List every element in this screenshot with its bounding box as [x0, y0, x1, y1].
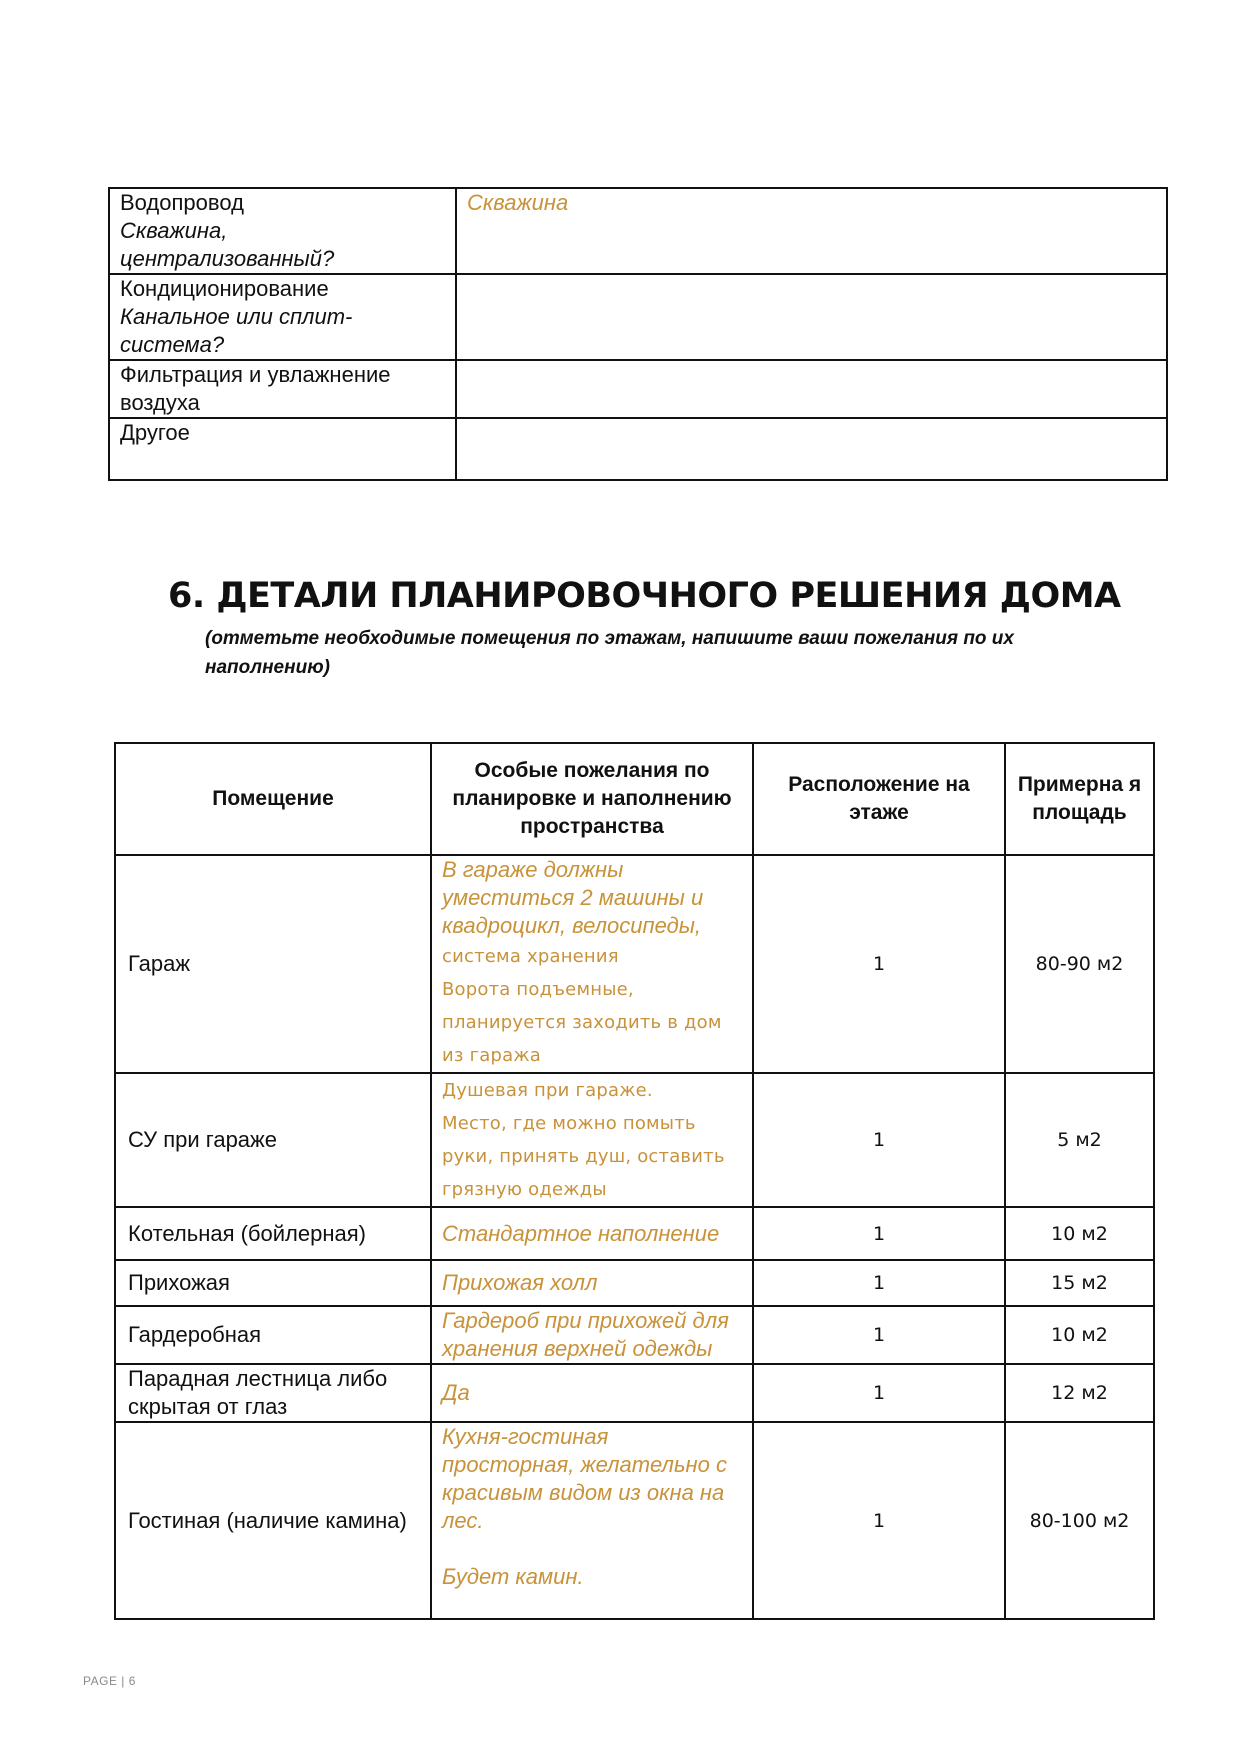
room-name-cell: Парадная лестница либо скрытая от глаз	[115, 1364, 431, 1422]
room-name-cell: Гостиная (наличие камина)	[115, 1422, 431, 1619]
table-row	[115, 1260, 1154, 1306]
column-header-wishes: Особые пожелания по планировке и наполнению пространства	[431, 743, 753, 855]
table-row	[109, 418, 1167, 480]
room-area-cell: 10 м2	[1005, 1306, 1154, 1364]
room-area-cell: 15 м2	[1005, 1260, 1154, 1306]
rooms-table	[114, 742, 1155, 1620]
room-floor-cell: 1	[753, 1364, 1005, 1422]
column-header-floor: Расположение на этаже	[753, 743, 1005, 855]
room-name-cell: Гардеробная	[115, 1306, 431, 1364]
room-floor-cell: 1	[753, 1306, 1005, 1364]
room-floor-cell: 1	[753, 1260, 1005, 1306]
room-floor-cell: 1	[753, 1207, 1005, 1260]
wish-text: Прихожая холл	[442, 1270, 598, 1295]
row-value-cell[interactable]	[456, 418, 1167, 480]
room-name-cell: СУ при гараже	[115, 1073, 431, 1207]
wish-text: система хранения	[442, 946, 619, 967]
room-name-cell: Гараж	[115, 855, 431, 1073]
room-area-cell: 80-90 м2	[1005, 855, 1154, 1073]
wish-text: В гараже должны уместиться 2 машины и квадроцикл, велосипеды,	[442, 857, 704, 938]
room-wishes-cell[interactable]	[431, 1207, 753, 1260]
room-wishes-cell[interactable]	[431, 1422, 753, 1619]
row-value-cell[interactable]	[456, 274, 1167, 360]
wish-text: Кухня-гостиная просторная, желательно с красивым видом из окна на лес.	[442, 1424, 727, 1533]
row-value-cell[interactable]	[456, 360, 1167, 418]
wish-text: Гардероб при прихожей для хранения верхней одежды	[442, 1308, 729, 1361]
table-row	[115, 1073, 1154, 1207]
wish-text: Будет камин.	[442, 1564, 584, 1589]
table-row	[115, 1364, 1154, 1422]
table-row	[115, 1422, 1154, 1619]
row-hint: Канальное или сплит-система?	[120, 304, 353, 357]
row-value: Скважина	[467, 190, 569, 215]
table-row	[109, 274, 1167, 360]
row-label: Водопровод	[120, 190, 244, 215]
room-area-cell: 12 м2	[1005, 1364, 1154, 1422]
row-label: Фильтрация и увлажнение воздуха	[120, 362, 391, 415]
wish-text: Душевая при гараже.	[442, 1080, 653, 1101]
room-floor-cell: 1	[753, 855, 1005, 1073]
wish-text: Ворота подъемные,	[442, 979, 634, 1000]
table-row	[115, 1306, 1154, 1364]
row-label: Кондиционирование	[120, 276, 329, 301]
room-name-cell: Котельная (бойлерная)	[115, 1207, 431, 1260]
room-floor-cell: 1	[753, 1422, 1005, 1619]
rooms-table-body	[115, 855, 1154, 1619]
row-value-cell[interactable]	[456, 188, 1167, 274]
row-label: Другое	[120, 420, 190, 445]
wish-text: Место, где можно помыть	[442, 1113, 696, 1134]
row-hint: Скважина, централизованный?	[120, 218, 335, 271]
room-wishes-cell[interactable]	[431, 855, 753, 1073]
section-heading: 6. ДЕТАЛИ ПЛАНИРОВОЧНОГО РЕШЕНИЯ ДОМА	[168, 576, 1121, 616]
table-header-row	[115, 743, 1154, 855]
wish-text: грязную одежды	[442, 1179, 607, 1200]
row-label-cell	[109, 188, 456, 274]
row-label-cell	[109, 360, 456, 418]
room-wishes-cell[interactable]	[431, 1306, 753, 1364]
table-row	[115, 1207, 1154, 1260]
room-wishes-cell[interactable]	[431, 1073, 753, 1207]
room-wishes-cell[interactable]	[431, 1364, 753, 1422]
column-header-area: Примерна я площадь	[1005, 743, 1154, 855]
room-area-cell: 80-100 м2	[1005, 1422, 1154, 1619]
wish-text: руки, принять душ, оставить	[442, 1146, 725, 1167]
row-label-cell	[109, 274, 456, 360]
section-subtitle: (отметьте необходимые помещения по этажам, напишите ваши пожелания по их наполнению)	[205, 628, 1014, 678]
room-area-cell: 5 м2	[1005, 1073, 1154, 1207]
table-row	[115, 855, 1154, 1073]
wish-text: из гаража	[442, 1045, 541, 1066]
room-floor-cell: 1	[753, 1073, 1005, 1207]
utilities-table	[108, 187, 1168, 481]
room-wishes-cell[interactable]	[431, 1260, 753, 1306]
column-header-room: Помещение	[115, 743, 431, 855]
page-number: PAGE | 6	[83, 1674, 136, 1688]
wish-text	[442, 1535, 742, 1563]
row-label-cell	[109, 418, 456, 480]
room-area-cell: 10 м2	[1005, 1207, 1154, 1260]
table-row	[109, 188, 1167, 274]
wish-text: Стандартное наполнение	[442, 1220, 720, 1246]
wish-text: планируется заходить в дом	[442, 1012, 722, 1033]
table-row	[109, 360, 1167, 418]
room-name-cell: Прихожая	[115, 1260, 431, 1306]
wish-text: Да	[442, 1380, 470, 1405]
